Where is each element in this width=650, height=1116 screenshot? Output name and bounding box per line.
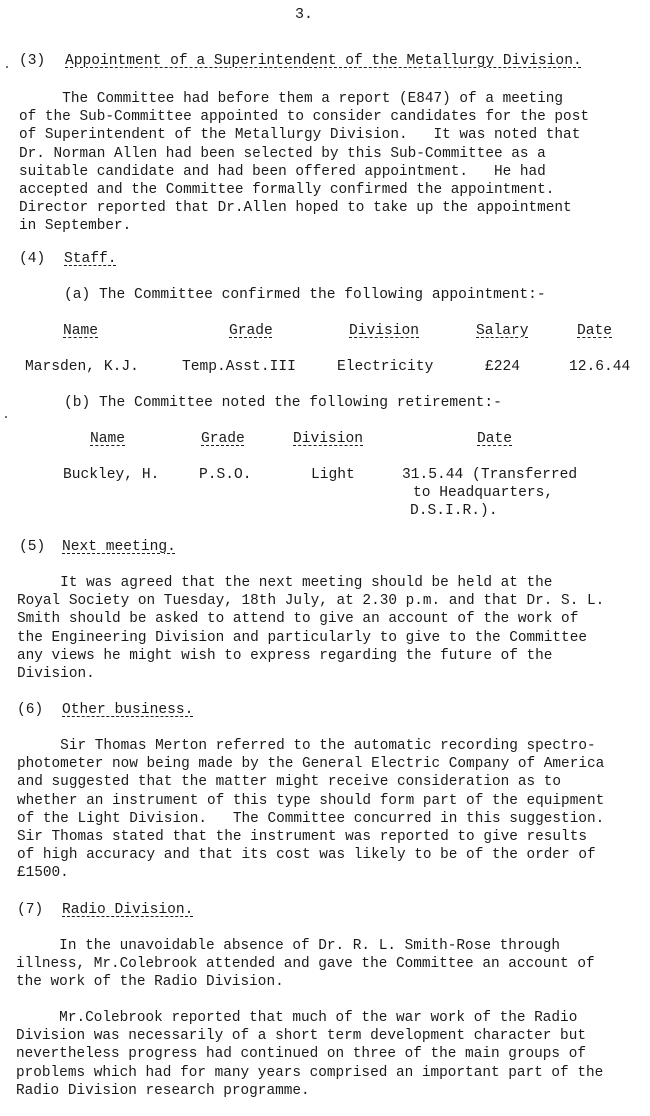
text-line: Director reported that Dr.Allen hoped to take up the appointment (19, 200, 572, 217)
section-7-number: (7) (17, 902, 44, 918)
text-line: Radio Division research programme. (16, 1082, 310, 1099)
section-4-heading: Staff. (64, 251, 117, 267)
col-header-division: Division (293, 431, 364, 447)
text-line: Mr.Colebrook reported that much of the war work of the Radio (16, 1010, 578, 1026)
text-line: illness, Mr.Colebrook attended and gave the Committee an account of (16, 956, 595, 973)
appointment-intro: (a) The Committee confirmed the following appointment:- (64, 287, 546, 303)
col-header-grade: Grade (229, 323, 273, 339)
cell-grade: P.S.O. (199, 467, 252, 483)
text-line: suitable candidate and had been offered appointment. He had (19, 163, 546, 180)
section-7-heading: Radio Division. (62, 902, 194, 918)
col-header-grade: Grade (201, 431, 245, 447)
section-7-body-1 (16, 937, 595, 992)
text-line: of the Sub-Committee appointed to consider candidates for the post (19, 109, 589, 126)
col-header-date: Date (577, 323, 613, 339)
text-line: of the Light Division. The Committee concurred in this suggestion. (17, 810, 605, 827)
section-6-number: (6) (17, 702, 44, 718)
cell-name: Marsden, K.J. (25, 359, 139, 375)
cell-name: Buckley, H. (63, 467, 160, 483)
cell-date: 31.5.44 (Transferred (402, 467, 578, 483)
section-4-number: (4) (19, 251, 46, 267)
section-3-number: (3) (19, 53, 46, 69)
text-line: Sir Thomas Merton referred to the automatic recording spectro- (17, 738, 596, 754)
text-line: nevertheless progress had continued on three of the main groups of (16, 1046, 586, 1063)
cell-salary: £224 (485, 359, 521, 375)
text-line: Division was necessarily of a short term development character but (16, 1028, 586, 1045)
section-6-heading: Other business. (62, 702, 194, 718)
retirement-intro: (b) The Committee noted the following retirement:- (64, 395, 502, 411)
col-header-name: Name (90, 431, 126, 447)
text-line: of high accuracy and that its cost was likely to be of the order of (17, 847, 596, 864)
cell-grade: Temp.Asst.III (182, 359, 296, 375)
text-line: Royal Society on Tuesday, 18th July, at 2.30 p.m. and that Dr. S. L. (17, 593, 605, 610)
text-line: whether an instrument of this type should form part of the equipment (17, 792, 605, 809)
text-line: and suggested that the matter might receive consideration as to (17, 774, 562, 791)
text-line: Smith should be asked to attend to give an account of the work of (17, 611, 579, 628)
section-3-heading: Appointment of a Superintendent of the Metallurgy Division. (65, 53, 582, 69)
text-line: Division. (17, 666, 95, 683)
text-line: problems which had for many years comprised an important part of the (16, 1064, 604, 1081)
text-line: of Superintendent of the Metallurgy Division. It was noted that (19, 127, 581, 144)
text-line: The Committee had before them a report (E847) of a meeting (19, 91, 564, 107)
section-5-body (17, 574, 604, 683)
section-3-body (19, 90, 589, 236)
col-header-division: Division (349, 323, 420, 339)
text-line: any views he might wish to express regarding the future of the (17, 647, 553, 664)
text-line: Sir Thomas stated that the instrument was reported to give results (17, 829, 587, 846)
section-7-body-2 (16, 1009, 603, 1100)
page-number: 3. (295, 6, 314, 23)
col-header-salary: Salary (476, 323, 529, 339)
text-line: In the unavoidable absence of Dr. R. L. Smith-Rose through (16, 938, 561, 954)
section-6-body (17, 737, 604, 883)
text-line: the work of the Radio Division. (16, 974, 284, 991)
text-line: accepted and the Committee formally confirmed the appointment. (19, 182, 555, 199)
section-5-heading: Next meeting. (62, 539, 176, 555)
text-line: in September. (19, 218, 132, 235)
cell-division: Light (311, 467, 355, 483)
col-header-date: Date (477, 431, 513, 447)
cell-date-note: D.S.I.R.). (410, 503, 498, 519)
margin-mark (6, 66, 8, 68)
cell-date: 12.6.44 (569, 359, 631, 375)
section-5-number: (5) (19, 539, 46, 555)
text-line: £1500. (17, 865, 69, 882)
text-line: the Engineering Division and particularly to give to the Committee (17, 629, 587, 646)
text-line: photometer now being made by the General Electric Company of America (17, 756, 605, 773)
col-header-name: Name (63, 323, 99, 339)
cell-date-note: to Headquarters, (413, 485, 554, 501)
text-line: Dr. Norman Allen had been selected by this Sub-Committee as a (19, 145, 546, 162)
cell-division: Electricity (337, 359, 434, 375)
margin-mark (5, 416, 7, 418)
text-line: It was agreed that the next meeting should be held at the (17, 575, 553, 591)
